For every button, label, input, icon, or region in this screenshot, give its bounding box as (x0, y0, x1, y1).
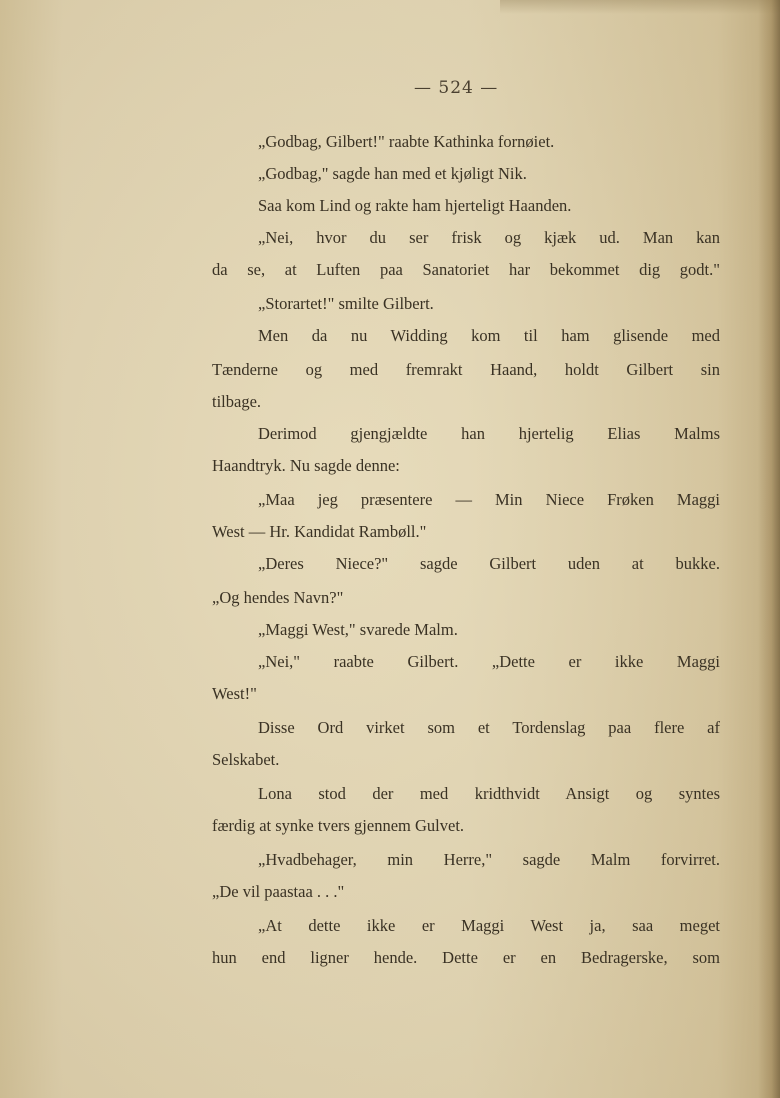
page-binding-edge (758, 0, 780, 1098)
text-line: Tænderne og med fremrakt Haand, holdt Gilbert sin (212, 360, 720, 379)
text-line: West — Hr. Kandidat Rambøll." (212, 522, 427, 541)
text-line: West!" (212, 684, 257, 703)
text-line: „Maa jeg præsentere — Min Niece Frøken Maggi (258, 490, 720, 509)
text-line: „Nei, hvor du ser frisk og kjæk ud. Man kan (258, 228, 720, 247)
text-line: „At dette ikke er Maggi West ja, saa meget (258, 916, 720, 935)
text-line: færdig at synke tvers gjennem Gulvet. (212, 816, 465, 835)
text-line: „Deres Niece?" sagde Gilbert uden at bukke. (258, 554, 720, 573)
text-line: „Godbag," sagde han med et kjøligt Nik. (258, 164, 527, 183)
text-line: da se, at Luften paa Sanatoriet har bekommet dig godt." (212, 260, 720, 279)
text-line: „Nei," raabte Gilbert. „Dette er ikke Maggi (258, 652, 720, 671)
text-line: „Maggi West," svarede Malm. (258, 620, 458, 639)
text-line: „De vil paastaa . . ." (212, 882, 345, 901)
text-line: „Og hendes Navn?" (212, 588, 344, 607)
text-line: „Storartet!" smilte Gilbert. (258, 294, 434, 313)
text-line: Haandtryk. Nu sagde denne: (212, 456, 400, 475)
page-number: — 524 — (414, 78, 499, 98)
page-top-shadow (500, 0, 780, 14)
text-line: Disse Ord virket som et Tordenslag paa flere af (258, 718, 720, 737)
text-line: „Godbag, Gilbert!" raabte Kathinka fornøiet. (258, 132, 555, 151)
text-line: Lona stod der med kridthvidt Ansigt og syntes (258, 784, 720, 803)
text-line: tilbage. (212, 392, 262, 411)
text-line: Saa kom Lind og rakte ham hjerteligt Haanden. (258, 196, 572, 215)
text-line: Men da nu Widding kom til ham glisende med (258, 326, 720, 345)
text-line: Selskabet. (212, 750, 280, 769)
text-line: hun end ligner hende. Dette er en Bedragerske, som (212, 948, 720, 967)
text-line: „Hvadbehager, min Herre," sagde Malm forvirret. (258, 850, 720, 869)
text-line: Derimod gjengjældte han hjertelig Elias Malms (258, 424, 720, 443)
